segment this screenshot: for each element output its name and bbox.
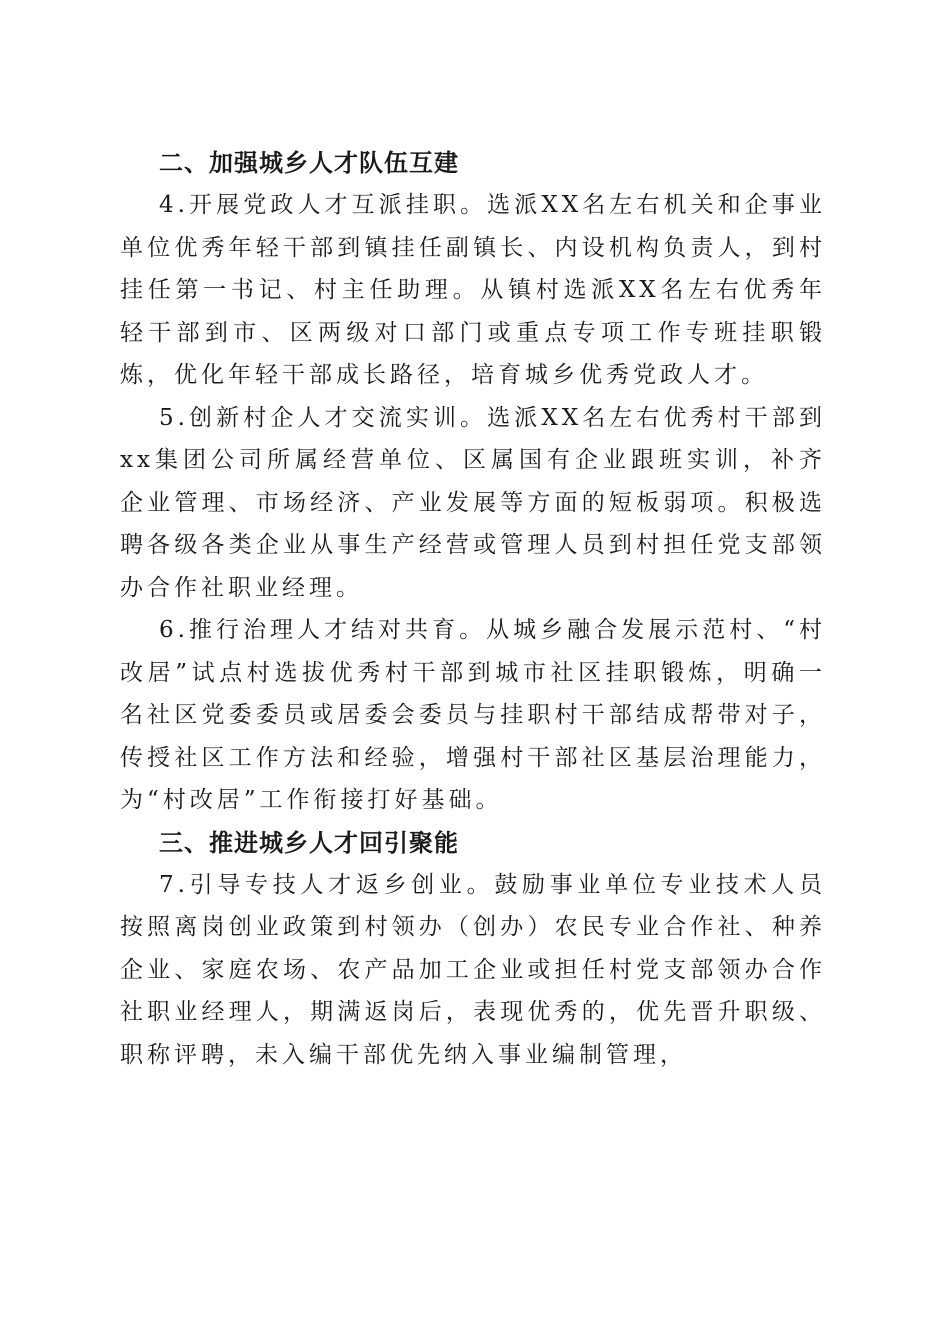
paragraph-item-5: 5.创新村企人才交流实训。选派XX名左右优秀村干部到xx集团公司所属经营单位、区属国有企业跟班实训，补齐企业管理、市场经济、产业发展等方面的短板弱项。积极选聘各级各类企业从事生产经营或管理人员到村担任党支部领办合作社职业经理。 <box>120 404 826 601</box>
paragraph-item-7: 7.引导专技人才返乡创业。鼓励事业单位专业技术人员按照离岗创业政策到村领办（创办）农民专业合作社、种养企业、家庭农场、农产品加工企业或担任村党支部领办合作社职业经理人，期满返岗后，表现优秀的，优先晋升职级、职称评聘，未入编干部优先纳入事业编制管理， <box>120 871 826 1068</box>
section-heading-2: 二、加强城乡人才队伍互建 <box>159 149 459 177</box>
paragraph-item-4: 4.开展党政人才互派挂职。选派XX名左右机关和企事业单位优秀年轻干部到镇挂任副镇长、内设机构负责人，到村挂任第一书记、村主任助理。从镇村选派XX名左右优秀年轻干部到市、区两级对口部门或重点专项工作专班挂职锻炼，优化年轻干部成长路径，培育城乡优秀党政人才。 <box>120 192 826 388</box>
document-body <box>120 142 826 1076</box>
paragraph-item-6: 6.推行治理人才结对共育。从城乡融合发展示范村、“村改居”试点村选拔优秀村干部到城市社区挂职锻炼，明确一名社区党委委员或居委会委员与挂职村干部结成帮带对子，传授社区工作方法和经验，增强村干部社区基层治理能力，为“村改居”工作衔接打好基础。 <box>120 617 826 813</box>
section-heading-3: 三、推进城乡人才回引聚能 <box>159 828 459 857</box>
